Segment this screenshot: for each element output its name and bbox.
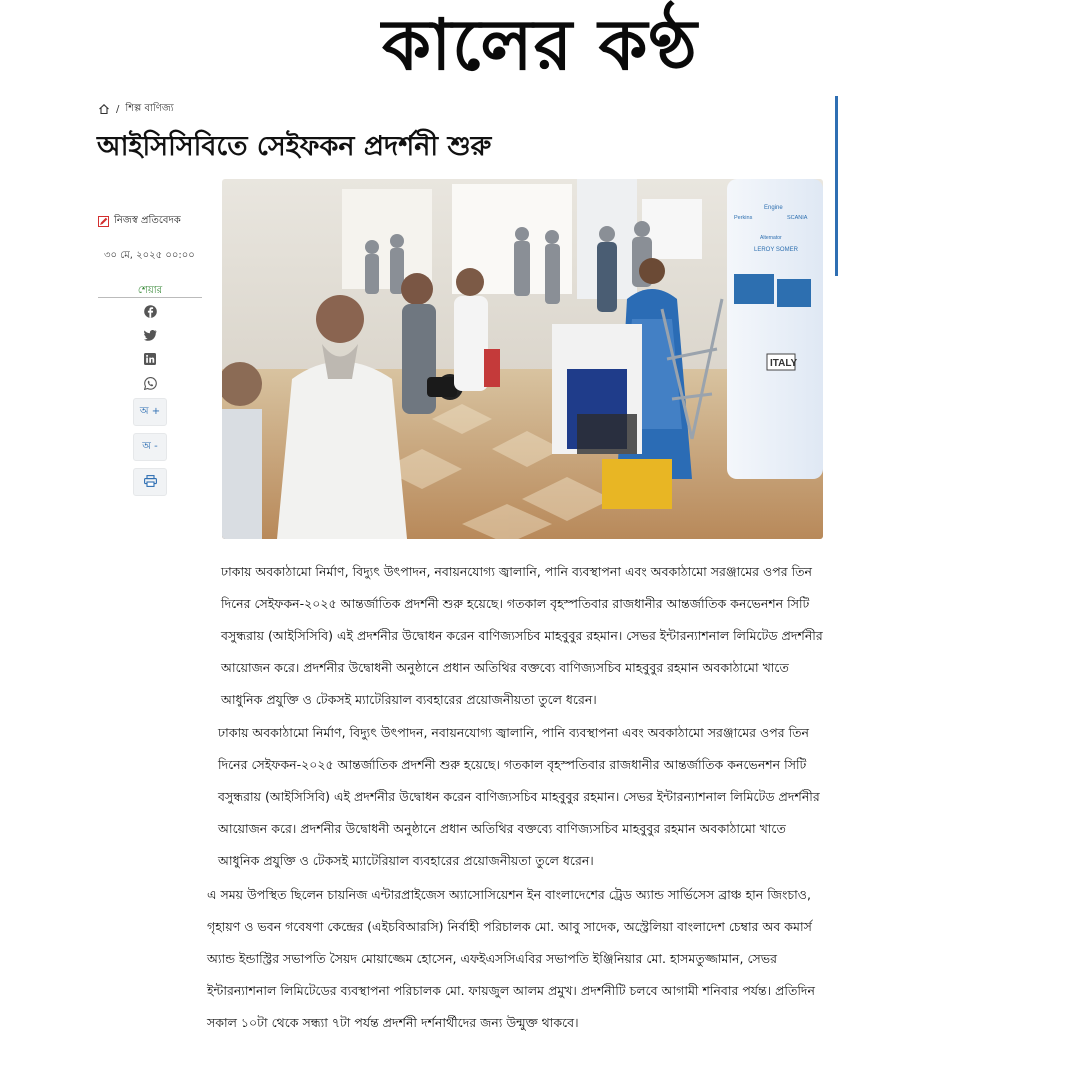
- font-decrease-button[interactable]: অ -: [133, 433, 167, 461]
- facebook-icon[interactable]: [142, 303, 158, 319]
- linkedin-icon[interactable]: [142, 351, 158, 367]
- font-increase-button[interactable]: অ +: [133, 398, 167, 426]
- site-logo[interactable]: কালের কণ্ঠ: [382, 3, 698, 86]
- pen-icon: [98, 216, 109, 227]
- side-accent-rule: [835, 96, 838, 276]
- breadcrumb-separator: /: [116, 103, 120, 115]
- breadcrumb-section[interactable]: শিল্প বাণিজ্য: [125, 102, 174, 114]
- print-button[interactable]: [133, 468, 167, 496]
- photo-booth-brand: Engine: [764, 205, 783, 211]
- author-name[interactable]: নিজস্ব প্রতিবেদক: [114, 215, 181, 226]
- photo-booth-brand: SCANIA: [787, 215, 808, 221]
- share-label: শেয়ার: [137, 285, 163, 296]
- article-photo: [222, 179, 823, 539]
- article-paragraph: ঢাকায় অবকাঠামো নির্মাণ, বিদ্যুৎ উৎপাদন, নবায়নযোগ্য জ্বালানি, পানি ব্যবস্থাপনা এবং অবকাঠামো সরঞ্জামের ওপর তিন দিনের সেইফকন-২০২৫ আন্তর্জাতিক প্রদর্শনী শুরু হয়েছে। গতকাল বৃহস্পতিবার রাজধানীর আন্তর্জাতিক কনভেনশন সিটি বসুন্ধরায় (আইসিসিবি) এই প্রদর্শনীর উদ্বোধন করেন বাণিজ্যসচিব মাহবুবুর রহমান। সেভর ইন্টারন্যাশনাল লিমিটেড প্রদর্শনীর আয়োজন করে। প্রদর্শনীর উদ্বোধনী অনুষ্ঠানে প্রধান অতিথির বক্তব্যে বাণিজ্যসচিব মাহবুবুর রহমান অবকাঠামো খাতে আধুনিক প্রযুক্তি ও টেকসই ম্যাটেরিয়াল ব্যবহারের প্রয়োজনীয়তা তুলে ধরেন।: [218, 725, 820, 868]
- breadcrumb: [98, 101, 174, 117]
- whatsapp-icon[interactable]: [142, 375, 158, 391]
- photo-booth-brand: Perkins: [734, 215, 753, 221]
- photo-booth-brand: LEROY SOMER: [754, 247, 798, 253]
- twitter-icon[interactable]: [142, 327, 158, 343]
- share-divider: [98, 297, 202, 298]
- article-headline: আইসিসিবিতে সেইফকন প্রদর্শনী শুরু: [97, 131, 492, 162]
- publish-date: ৩০ মে, ২০২৫ ০০:০০: [104, 250, 195, 261]
- photo-booth-brand: ITALY: [770, 358, 798, 369]
- masthead[interactable]: [0, 0, 1080, 90]
- byline: [98, 213, 181, 230]
- article-paragraph: এ সময় উপস্থিত ছিলেন চায়নিজ এন্টারপ্রাইজেস অ্যাসোসিয়েশন ইন বাংলাদেশের ট্রেড অ্যান্ড সার্ভিসেস ব্রাঞ্চ হান জিংচাও, গৃহায়ণ ও ভবন গবেষণা কেন্দ্রের (এইচবিআরসি) নির্বাহী পরিচালক মো. আবু সাদেক, অস্ট্রেলিয়া বাংলাদেশ চেম্বার অব কমার্স অ্যান্ড ইন্ডাস্ট্রির সভাপতি সৈয়দ মোয়াজ্জেম হোসেন, এফইএসসিএবির সভাপতি ইঞ্জিনিয়ার মো. হাসমতুজ্জামান, সেভর ইন্টারন্যাশনাল লিমিটেডের ব্যবস্থাপনা পরিচালক মো. ফায়জুল আলম প্রমুখ। প্রদর্শনীটি চলবে আগামী শনিবার পর্যন্ত। প্রতিদিন সকাল ১০টা থেকে সন্ধ্যা ৭টা পর্যন্ত প্রদর্শনী দর্শনার্থীদের জন্য উন্মুক্ত থাকবে।: [207, 887, 815, 1030]
- article-paragraph: ঢাকায় অবকাঠামো নির্মাণ, বিদ্যুৎ উৎপাদন, নবায়নযোগ্য জ্বালানি, পানি ব্যবস্থাপনা এবং অবকাঠামো সরঞ্জামের ওপর তিন দিনের সেইফকন-২০২৫ আন্তর্জাতিক প্রদর্শনী শুরু হয়েছে। গতকাল বৃহস্পতিবার রাজধানীর আন্তর্জাতিক কনভেনশন সিটি বসুন্ধরায় (আইসিসিবি) এই প্রদর্শনীর উদ্বোধন করেন বাণিজ্যসচিব মাহবুবুর রহমান। সেভর ইন্টারন্যাশনাল লিমিটেড প্রদর্শনীর আয়োজন করে। প্রদর্শনীর উদ্বোধনী অনুষ্ঠানে প্রধান অতিথির বক্তব্যে বাণিজ্যসচিব মাহবুবুর রহমান অবকাঠামো খাতে আধুনিক প্রযুক্তি ও টেকসই ম্যাটেরিয়াল ব্যবহারের প্রয়োজনীয়তা তুলে ধরেন।: [221, 564, 823, 707]
- photo-booth-brand: Alternator: [760, 235, 782, 241]
- home-icon[interactable]: [98, 103, 110, 115]
- printer-icon: [144, 475, 157, 490]
